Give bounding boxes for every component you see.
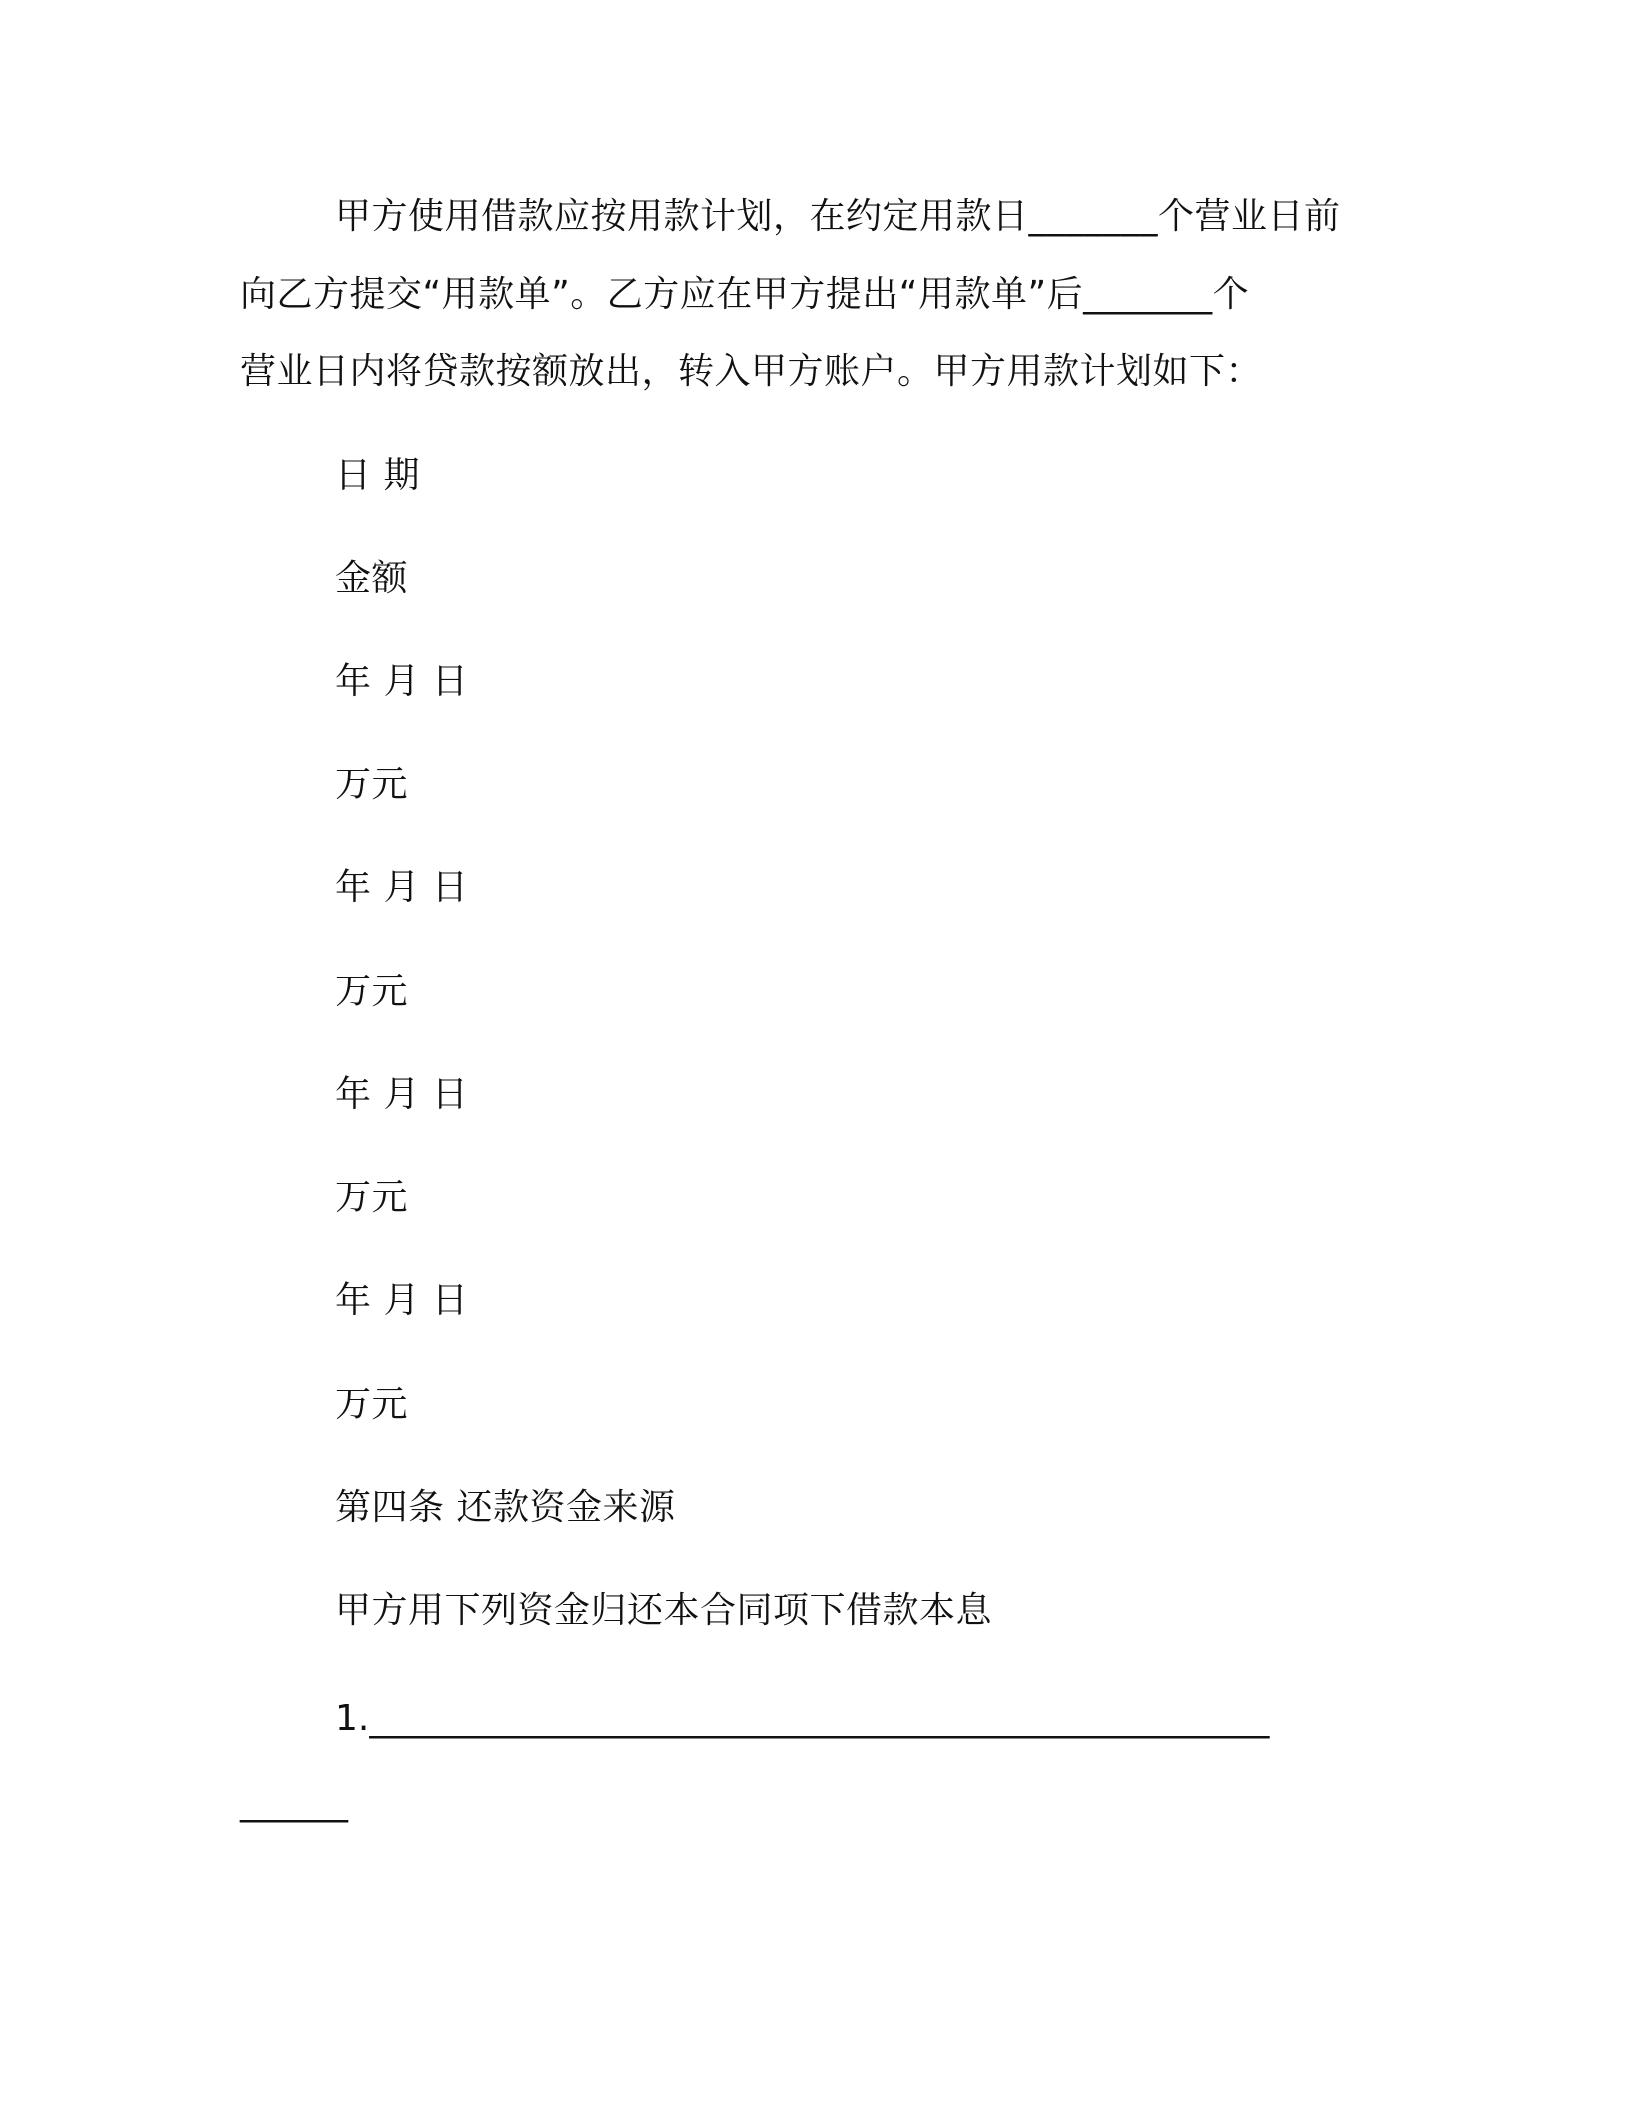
plan-amount-3: 万元: [335, 1177, 409, 1218]
plan-header-amount: 金额: [335, 558, 409, 599]
fill-in-item-1-cont: ______: [240, 1782, 348, 1823]
article-heading: 第四条 还款资金来源: [335, 1487, 676, 1528]
plan-amount-4: 万元: [335, 1384, 409, 1425]
fill-in-item-1: 1.__________________________________________________: [335, 1698, 1270, 1739]
article-intro: 甲方用下列资金归还本合同项下借款本息: [335, 1590, 993, 1631]
plan-amount-1: 万元: [335, 764, 409, 805]
paragraph-line-1: 甲方使用借款应按用款计划，在约定用款日_______个营业日前: [335, 196, 1341, 237]
plan-date-4: 年 月 日: [335, 1280, 469, 1321]
plan-date-3: 年 月 日: [335, 1074, 469, 1115]
paragraph-line-2: 向乙方提交“用款单”。乙方应在甲方提出“用款单”后_______个: [240, 274, 1250, 315]
paragraph-line-3: 营业日内将贷款按额放出，转入甲方账户。甲方用款计划如下：: [240, 351, 1263, 392]
plan-date-2: 年 月 日: [335, 867, 469, 908]
plan-date-1: 年 月 日: [335, 661, 469, 702]
plan-amount-2: 万元: [335, 971, 409, 1012]
plan-header-date: 日 期: [335, 455, 420, 496]
